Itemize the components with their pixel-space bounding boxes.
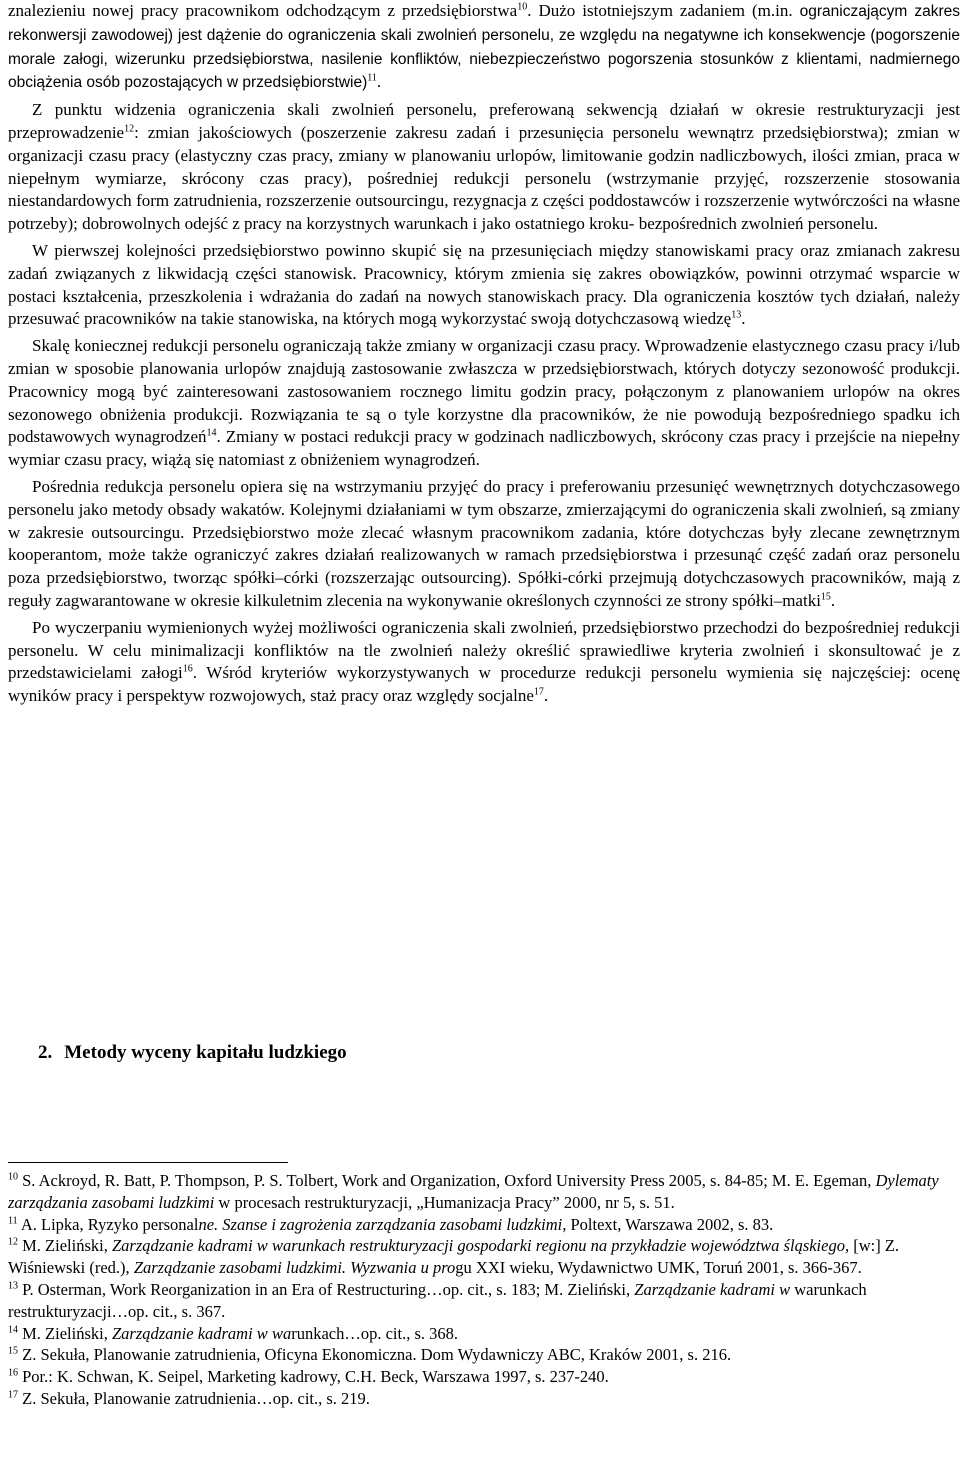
footnote-marker: 15 — [8, 1345, 18, 1357]
text-run: . Wśród kryteriów wykorzystywanych w procedurze redukcji personelu wymienia się najczęściej: ocenę wyników pracy i perspektyw rozwojowych, staż pracy oraz względy socjalne — [8, 663, 960, 706]
footnote-12 — [8, 1235, 960, 1279]
text-run: Por.: K. Schwan, K. Seipel, Marketing kadrowy, C.H. Beck, Warszawa 1997, s. 237-240. — [18, 1367, 609, 1387]
document-page — [8, 0, 960, 1474]
footnote-marker: 16 — [8, 1367, 18, 1379]
text-run: : zmian jakościowych (poszerzenie zakresu zadań i przesunięcia personelu wewnątrz przedsiębiorstwa); zmian w organizacji czasu pracy (elastyczny czas pracy, zmiany w planowaniu urlopów, limitowanie godzin nadliczbowych, ilości zmian, praca w niepełnym wymiarze, skrócony czas pracy), pośredniej redukcji personelu (wstrzymanie przyjęć, rozszerzenie stosowania niestandardowych form zatrudnienia, rozszerzenie outsourcingu, rezygnacja z części poddostawców i rozszerzenie wytwórczości na własne potrzeby); dobrowolnych odejść z pracy na korzystnych warunkach i jako ostatniego kroku- bezpośrednich zwolnień personelu. — [8, 122, 960, 234]
footnote-marker: 14 — [206, 427, 217, 439]
text-run: Z punktu widzenia ograniczenia skali zwolnień personelu, preferowaną sekwencją działań w okresie restrukturyzacji jest przeprowadzenie — [8, 100, 960, 142]
footnote-15 — [8, 1344, 960, 1366]
footnote-marker: 17 — [8, 1389, 18, 1401]
footnote-marker: 12 — [8, 1236, 18, 1248]
text-run: . — [830, 590, 836, 610]
section-number: 2. — [38, 1042, 53, 1063]
footnote-marker: 11 — [367, 72, 377, 84]
text-run: . Dużo istotniejszym zadaniem (m.in. — [527, 1, 800, 20]
text-run: Pośrednia redukcja personelu opiera się na wstrzymaniu przyjęć do pracy i preferowaniu przesunięć wewnętrznych dotychczasowego personelu jako metody obsady wakatów. Kolejnymi działaniami w tym obszarze, zmierzającymi do ograniczenia skali zwolnień, są zmiany w zakresie outsourcingu. Przedsiębiorstwo może zlecać własnym pracownikom zadania, które dotychczas były zlecane zewnętrznym kooperantom, może także ograniczyć zakres działań realizowanych w ramach przedsiębiorstwa i przesunąć część zadań oraz personelu poza przedsiębiorstwo, tworząc spółki–córki (rozszerzając outsourcing). Spółki-córki przejmują dotychczasowych pracowników, mają z reguły zagwarantowane w okresie kilkuletnim zlecenia na wykonywanie określonych czynności ze strony spółki–matki — [8, 476, 960, 610]
footnote-marker: 10 — [517, 1, 528, 13]
section-title: Metody wyceny kapitału ludzkiego — [64, 1042, 347, 1063]
paragraph-direct-reduction — [8, 617, 960, 708]
text-run: , Poltext, Warszawa 2002, s. 83. — [562, 1214, 774, 1234]
footnote-marker: 10 — [8, 1171, 18, 1183]
text-run: [w:] Z. Wiśniewski (red.), — [8, 1236, 900, 1278]
italic-text: Zarządzanie kadrami w wa — [111, 1323, 292, 1343]
paragraph-working-time — [8, 335, 960, 472]
footnote-17 — [8, 1388, 960, 1410]
text-run: Skalę koniecznej redukcji personelu ograniczają także zmiany w organizacji czasu pracy. Wprowadzenie elastycznego czasu pracy i/lub zmian w sposobie planowania urlopów znajdują zastosowanie zwłaszcza w przedsiębiorstwach, których dotyczy sezonowość produkcji. Pracownicy mogą być zainteresowani zastosowaniem rocznego limitu godzin pracy, połączonym z planowaniem urlopów na okres sezonowego obniżenia produkcji. Rozwiązania te są o tyle korzystne dla pracowników, że nie powodują bezpośredniego spadku ich podstawowych wynagrodzeń — [8, 336, 960, 447]
text-run: A. Lipka, Ryzyko personal — [17, 1214, 199, 1234]
footnote-marker: 11 — [8, 1215, 18, 1227]
text-run: M. Zieliński, — [18, 1236, 112, 1256]
paragraph-job-transfers — [8, 240, 960, 331]
footnote-13 — [8, 1279, 960, 1323]
paragraph-indirect-reduction — [8, 476, 960, 613]
footnote-marker: 13 — [731, 309, 742, 321]
footnote-separator — [8, 1162, 288, 1163]
footnote-marker: 17 — [533, 686, 544, 698]
text-run: gu XXI wieku, Wydawnictwo UMK, Toruń 2001, s. 366-367. — [455, 1258, 862, 1278]
text-run: Z. Sekuła, Planowanie zatrudnienia, Oficyna Ekonomiczna. Dom Wydawniczy ABC, Kraków 2001, s. 216. — [18, 1345, 732, 1365]
footnote-marker: 15 — [820, 591, 831, 603]
text-run: Po wyczerpaniu wymienionych wyżej możliwości ograniczenia skali zwolnień, przedsiębiorstwo przechodzi do bezpośredniej redukcji personelu. W celu minimalizacji konfliktów na tle zwolnień należy określić sprawiedliwe kryteria zwolnień i skonsultować je z przedstawicielami załogi — [8, 617, 960, 683]
footnote-marker: 13 — [8, 1280, 18, 1292]
text-run: w procesach restrukturyzacji, „Humanizacja Pracy” 2000, nr 5, s. 51. — [214, 1192, 675, 1212]
text-run: P. Osterman, Work Reorganization in an Era of Restructuring…op. cit., s. 183; M. Zieliński, — [18, 1279, 635, 1299]
text-run: runkach…op. cit., s. 368. — [291, 1323, 459, 1343]
footnote-10 — [8, 1170, 960, 1214]
text-run: znalezieniu nowej pracy pracownikom odchodzącym z przedsiębiorstwa — [8, 1, 518, 20]
text-run: . — [741, 309, 746, 329]
footnote-14 — [8, 1323, 960, 1345]
section-heading — [38, 1042, 347, 1064]
footnote-marker: 12 — [124, 123, 135, 135]
paragraph-continuation — [8, 0, 960, 95]
text-run: warunkach restrukturyzacji…op. cit., s. 367. — [8, 1279, 867, 1321]
footnote-11 — [8, 1214, 960, 1236]
text-run: ograniczającym zakres rekonwersji zawodowej) jest dążenie do ograniczenia skali zwolnień personelu, ze względu na negatywne ich konsekwencje (pogorszenie morale załogi, wizerunku przedsiębiorstwa, nasilenie konfliktów, niebezpieczeństwo pogorszenia stosunków z klientami, nadmiernego obciążenia osób pozostających w przedsiębiorstwie) — [8, 3, 960, 92]
text-run: W pierwszej kolejności przedsiębiorstwo powinno skupić się na przesunięciach między stanowiskami pracy oraz zmianach zakresu zadań związanych z likwidacją części stanowisk. Pracownicy, którym zmienia się zakres obowiązków, powinni otrzymać wsparcie w postaci kształcenia, przeszkolenia i wdrażania do zadań na nowych stanowiskach pracy. Dla ograniczenia kosztów tych działań, należy przesuwać pracowników na takie stanowiska, na których mogą wykorzystać swoją dotychczasową wiedzę — [8, 240, 960, 329]
text-run: Z. Sekuła, Planowanie zatrudnienia…op. cit., s. 219. — [18, 1388, 370, 1408]
footnotes — [8, 1170, 960, 1410]
body-text — [8, 0, 960, 708]
italic-text: Zarządzanie zasobami ludzkimi. Wyzwania u pro — [133, 1258, 456, 1278]
italic-text: ne. Szanse i zagrożenia zarządzania zasobami ludzkimi — [198, 1214, 563, 1234]
footnote-marker: 14 — [8, 1324, 18, 1336]
italic-text: Zarządzanie kadrami w — [634, 1279, 791, 1299]
text-run: . Zmiany w postaci redukcji pracy w godzinach nadliczbowych, skrócony czas pracy i przejście na niepełny wymiar czasu pracy, wiążą się natomiast z obniżeniem wynagrodzeń. — [8, 427, 960, 470]
footnote-16 — [8, 1366, 960, 1388]
italic-text: Zarządzanie kadrami w warunkach restrukturyzacji gospodarki regionu na przykładzie województwa śląskiego, — [111, 1236, 850, 1256]
text-run: S. Ackroyd, R. Batt, P. Thompson, P. S. Tolbert, Work and Organization, Oxford University Press 2005, s. 84-85; M. E. Egeman, — [18, 1171, 876, 1190]
footnote-marker: 16 — [182, 663, 193, 675]
text-run: . — [543, 686, 549, 706]
text-run: . — [376, 72, 382, 92]
paragraph-sequence-of-actions — [8, 99, 960, 236]
text-run: M. Zieliński, — [18, 1323, 112, 1343]
italic-text: Dylematy zarządzania zasobami ludzkimi — [8, 1171, 939, 1212]
